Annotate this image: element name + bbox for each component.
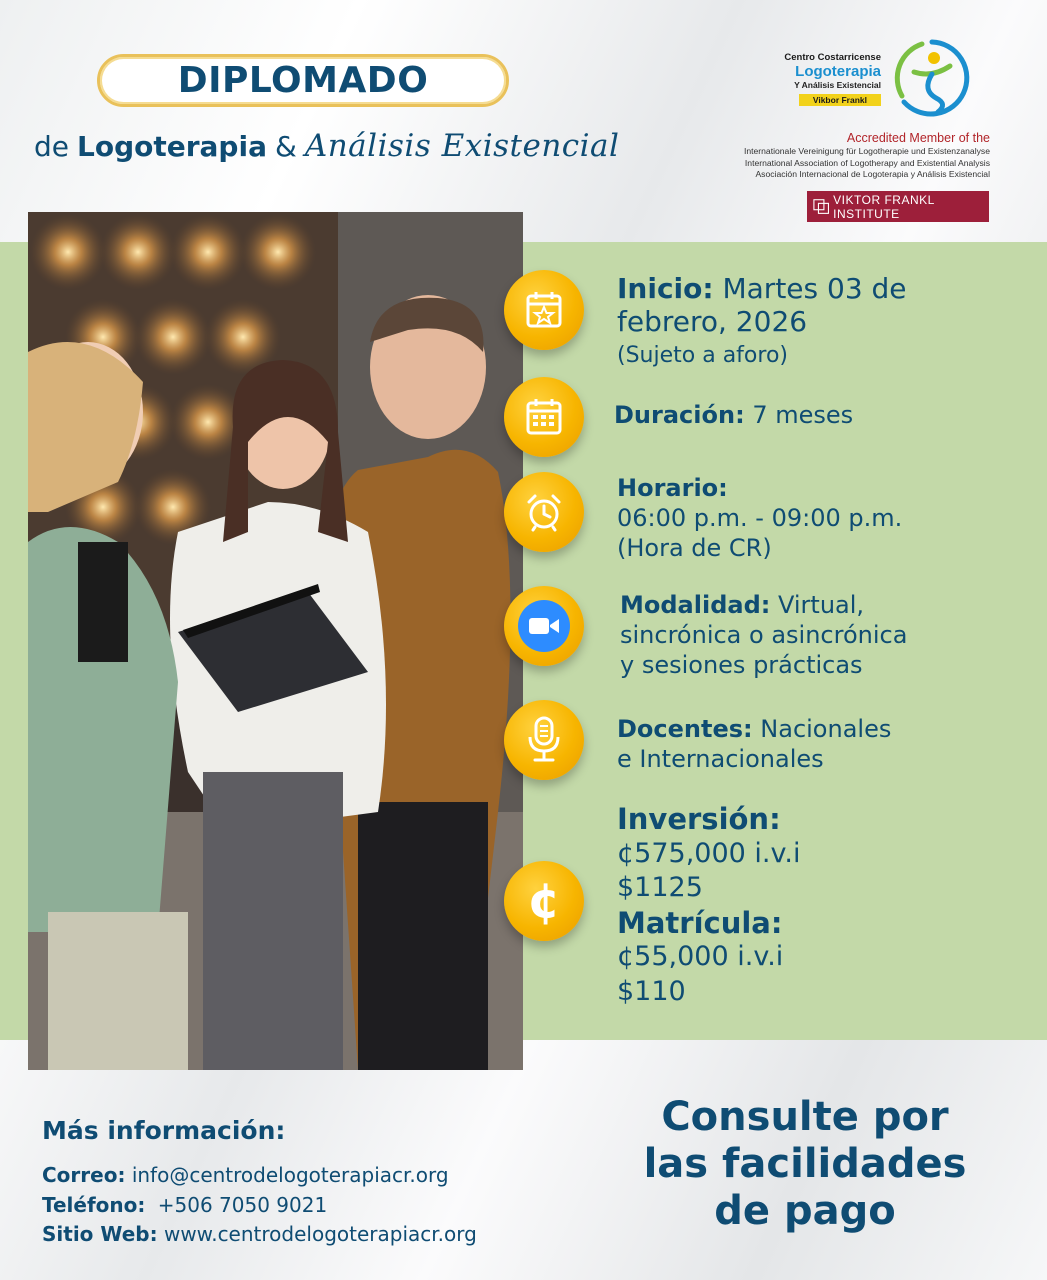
logo-badge-frankl: Vikbor Frankl [799,94,881,106]
accreditation-line-es: Asociación Internacional de Logoterapia y Análisis Existencial [755,169,990,179]
subtitle-logoterapia: Logoterapia [77,130,267,163]
duracion-text [614,400,1014,430]
logo-line-centro: Centro Costarricense [784,52,881,63]
phone-link[interactable]: +506 7050 9021 [157,1193,328,1217]
email-link[interactable]: info@centrodelogoterapiacr.org [131,1163,449,1187]
docentes-icon-circle [504,700,584,780]
docentes-label: Docentes: [617,715,753,743]
email-label: Correo: [42,1163,126,1187]
microphone-icon [522,715,566,765]
modalidad-line3: y sesiones prácticas [620,651,863,679]
accreditation-line-en: International Association of Logotherapy and Existential Analysis [744,157,990,168]
web-label: Sitio Web: [42,1222,158,1246]
modalidad-value: Virtual, [778,591,865,619]
inicio-line2: febrero, 2026 [617,305,808,338]
video-camera-icon [527,615,561,637]
subtitle-prefix: de [34,130,69,163]
diplomado-title: DIPLOMADO [177,60,429,101]
inicio-line3: (Sujeto a aforo) [617,343,788,368]
alarm-clock-icon [522,490,566,534]
web-link[interactable]: www.centrodelogoterapiacr.org [163,1222,477,1246]
logo-line-analisis: Y Análisis Existencial [794,80,881,90]
inversion-icon-circle [504,861,584,941]
inversion-colones: ¢575,000 i.v.i [617,837,801,869]
matricula-colones: ¢55,000 i.v.i [617,941,784,972]
contact-web-row [42,1222,477,1246]
institute-name: VIKTOR FRANKL INSTITUTE [833,192,935,221]
accreditation-line-de: Internationale Vereinigung für Logotherapie und Existenzanalyse [743,146,990,156]
horario-line2: 06:00 p.m. - 09:00 p.m. [617,504,903,532]
modalidad-label: Modalidad: [620,591,771,619]
modalidad-icon-circle [504,586,584,666]
docentes-line2: e Internacionales [617,745,824,773]
calendar-grid-icon [522,395,566,439]
docentes-text [617,714,1017,774]
duracion-label: Duración: [614,401,745,429]
diplomado-badge [97,54,509,107]
colon-currency-icon: ¢ [527,873,561,929]
modalidad-line2: sincrónica o asincrónica [620,621,908,649]
matricula-dollars: $110 [617,975,686,1007]
consult-line-1: Consulte por [661,1094,949,1140]
inicio-value: Martes 03 de [722,272,907,305]
students-photo [28,212,523,1070]
consult-line-3: de pago [714,1188,896,1234]
inicio-label: Inicio: [617,272,714,305]
calendar-star-icon [522,288,566,332]
horario-icon-circle [504,472,584,552]
institute-logo-icon [813,198,831,216]
students-illustration [28,212,523,1070]
inversion-label: Inversión: [617,802,781,836]
program-subtitle [34,128,619,178]
payment-facilities-callout [600,1094,1010,1235]
consult-line-2: las facilidades [643,1141,967,1187]
inicio-text [617,272,1017,370]
contact-phone-row [42,1193,327,1217]
center-logo-icon [892,38,972,118]
phone-label: Teléfono: [42,1193,146,1217]
accreditation-block [744,131,990,181]
horario-label: Horario: [617,474,728,502]
viktor-frankl-institute-badge [807,191,989,222]
duracion-icon-circle [504,377,584,457]
accreditation-title: Accredited Member of the [846,131,990,145]
modalidad-text [620,590,1020,680]
more-info-title: Más información: [42,1116,286,1145]
inversion-text [617,802,1017,1009]
matricula-label: Matrícula: [617,905,783,940]
zoom-badge [518,600,570,652]
duracion-value: 7 meses [752,401,854,429]
horario-line3: (Hora de CR) [617,534,772,562]
center-logo-text [763,52,881,108]
subtitle-analisis: Análisis Existencial [304,128,620,164]
contact-email-row [42,1163,449,1187]
docentes-value: Nacionales [760,715,892,743]
inversion-dollars: $1125 [617,872,703,903]
subtitle-ampersand: & [274,130,297,163]
logo-line-logoterapia: Logoterapia [795,63,881,80]
inicio-icon-circle [504,270,584,350]
horario-text [617,473,1017,563]
